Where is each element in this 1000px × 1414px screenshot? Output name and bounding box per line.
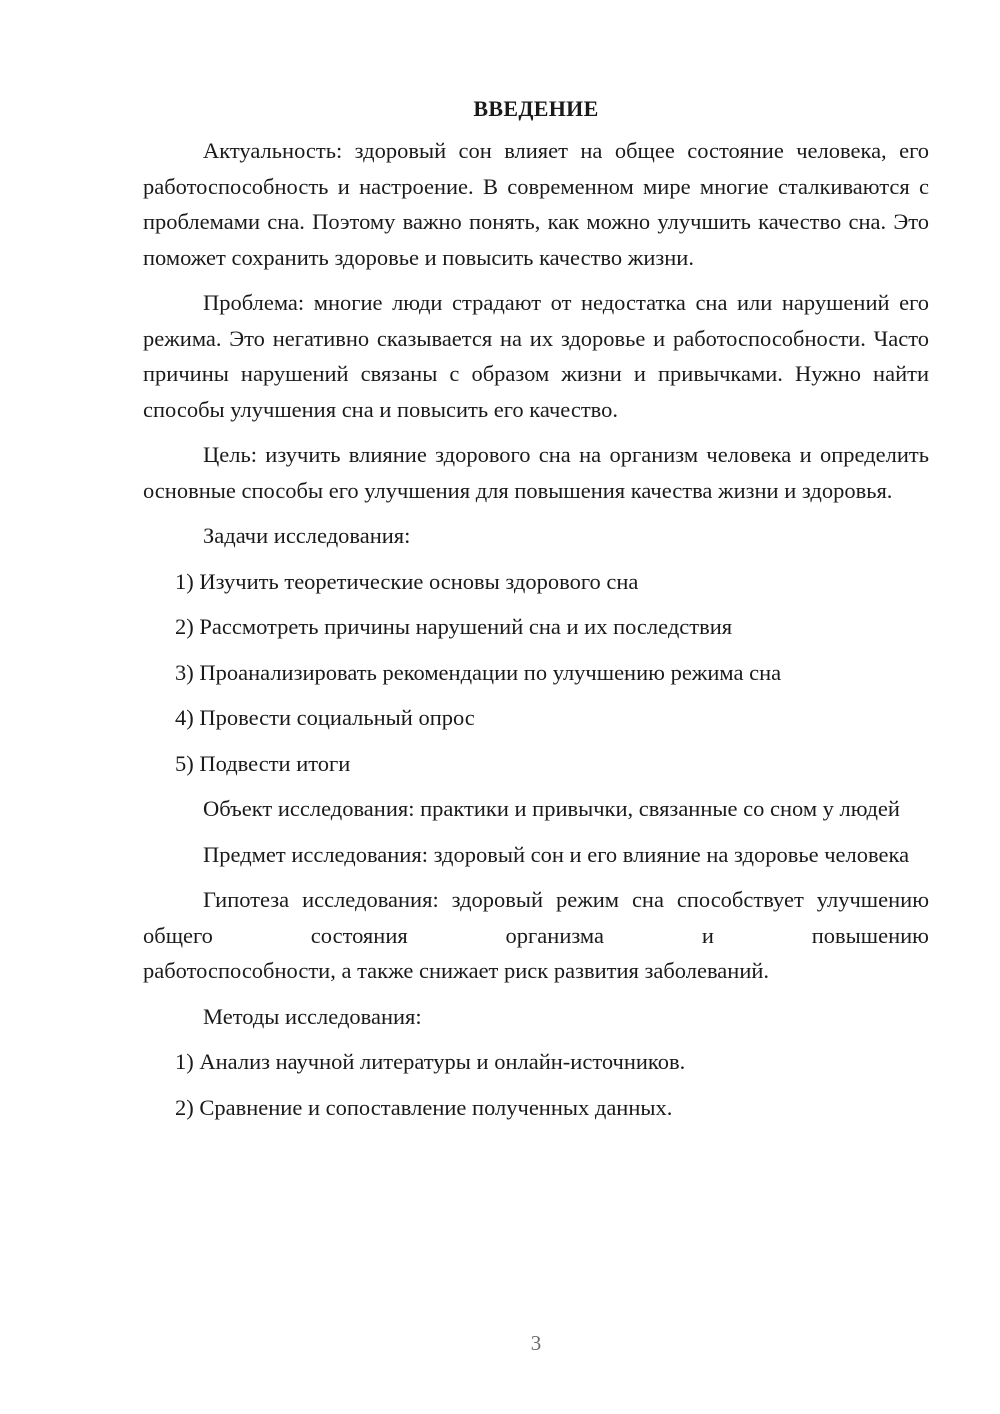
goal-paragraph: Цель: изучить влияние здорового сна на организм человека и определить основные способы его улучшения для повышения качества жизни и здоровья.	[143, 442, 929, 503]
list-item: 5) Подвести итоги	[175, 750, 351, 776]
relevance-paragraph: Актуальность: здоровый сон влияет на общее состояние человека, его работоспособность и настроение. В современном мире многие сталкиваются с проблемами сна. Поэтому важно понять, как можно улучшить качество сна. Это поможет сохранить здоровье и повысить качество жизни.	[143, 138, 929, 270]
list-item: 3) Проанализировать рекомендации по улучшению режима сна	[175, 659, 782, 685]
tasks-label: Задачи исследования:	[203, 523, 411, 548]
list-item: 2) Рассмотреть причины нарушений сна и их последствия	[175, 614, 733, 639]
list-item: 1) Изучить теоретические основы здорового сна	[175, 568, 639, 594]
list-item: 2) Сравнение и сопоставление полученных данных.	[175, 1094, 673, 1120]
list-item: 1) Анализ научной литературы и онлайн-источников.	[175, 1049, 686, 1074]
list-item: 4) Провести социальный опрос	[175, 705, 475, 730]
problem-paragraph: Проблема: многие люди страдают от недостатка сна или нарушений его режима. Это негативно сказывается на их здоровье и работоспособности. Часто причины нарушений связаны с образом жизни и привычками. Нужно найти способы улучшения сна и повысить его качество.	[143, 290, 929, 422]
page-number: 3	[530, 1331, 542, 1355]
tasks-list	[143, 564, 929, 782]
object-paragraph: Объект исследования: практики и привычки, связанные со сном у людей	[203, 796, 900, 821]
subject-paragraph: Предмет исследования: здоровый сон и его влияние на здоровье человека	[203, 841, 910, 867]
hypothesis-paragraph-part2: работоспособности, а также снижает риск развития заболеваний.	[143, 958, 770, 983]
hypothesis-paragraph-part1: Гипотеза исследования: здоровый режим сна способствует улучшению общего состояния организма и повышению	[143, 887, 929, 948]
document-page	[143, 94, 929, 1135]
methods-list	[143, 1044, 929, 1125]
page-title: ВВЕДЕНИЕ	[473, 96, 599, 121]
methods-label: Методы исследования:	[203, 1003, 422, 1029]
